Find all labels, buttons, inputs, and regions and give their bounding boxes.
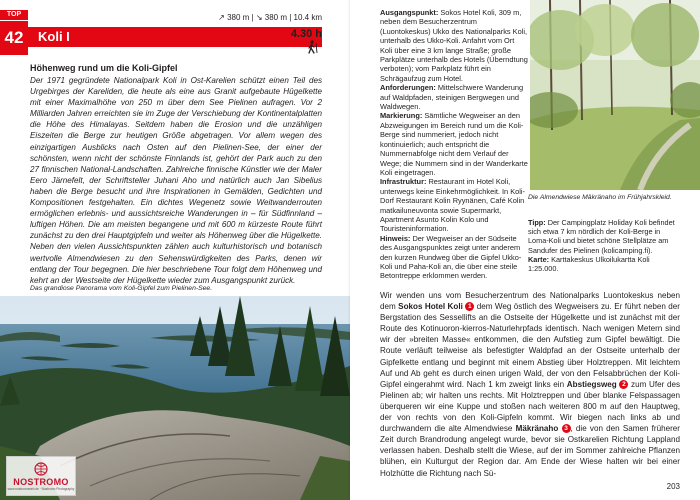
panorama-caption: Das grandiose Panorama vom Koli-Gipfel zum Pielinen-See.: [30, 285, 213, 292]
route-duration: 4.30 h: [290, 28, 322, 40]
waypoint-marker-1: 1: [465, 302, 474, 311]
waypoint-abstieg: Abstiegsweg: [566, 379, 617, 389]
info-note: Hinweis: Der Wegweiser an der Südseite des Ausgangspunktes zeigt unter anderem den kurzen Rundweg über die Gipfel Ukko-Koli und Paha-Koli an, die über eine steile Betontreppe erklommen werden.: [380, 233, 522, 281]
waypoint-meadow: Mäkränaho: [515, 424, 559, 434]
intro-text: Der 1971 gegründete Nationalpark Koli in Ost-Karelien schützt einen Teil des Urgebirges der Kareliden, die heute als eine aus Granit aufgebaute Hügelkette mit einer Maximalhöhe von 250 m über dem See Pielinen aufragen. Vor 2 Milliarden Jahren erreichten sie im Zuge der Verschiebung der Kontinentalplatten die Höhe des Himalayas. Seitdem haben die Erosion und die unzähligen Eiszeiten die Berge zur heutigen Größe abgetragen. Vor allem wegen des einzigartigen Ausblicks nach Osten auf den Pielinen-See, der einer der schönsten, wenn nicht der schönste Finnlands ist, gehört der Park auch zu den 27 finnischen National-Landschaften. Zahlreiche finnische Künstler wie der Maler Eero Järnefelt, der Schriftsteller Juhani Aho und natürlich auch Jan Sibelius haben die Berge besucht und ihre Inspirationen in Gemälden, Gedichten und Kompositionen festgehalten. Ein dichtes Wegenetz sowie Weitwanderrouten ermöglichen erlebnis- und aussichtsreiche Wanderungen in – für Südfinnland – luftigen Höhen. Die am meisten begangene und mit 600 m kürzeste Route führt zunächst zu den drei Hauptgipfeln und weiter als Höhenweg über die Hügelkette. Neben den vielen Aussichtspunkten zählen auch kulturhistorisch und botanisch wertvolle Almendwiesen zu den Sehenswürdigkeiten des Parks, denen wir entlang der Tour begegnen. Die hier beschriebene Tour folgt dem Höhenweg und kehrt an der Westseite der Hügelkette wieder zum Ausgangspunkt zurück.: [30, 76, 322, 285]
waypoint-hotel: Sokos Hotel Koli: [398, 302, 463, 312]
tip-box: [528, 218, 678, 273]
globe-icon: [31, 460, 51, 476]
waypoint-marker-3: 3: [562, 424, 571, 433]
map-text: Karte: Karttakeskus Ulkoilukartta Koli 1:25.000.: [528, 254, 650, 274]
publisher-logo: [6, 456, 76, 496]
meadow-caption: Die Almendwiese Mäkränaho im Frühjahrskleid.: [528, 194, 672, 201]
route-description: Wir wenden uns vom Besucherzentrum des Nationalparks Luontokeskus neben dem Sokos Hotel Koli 1 dem Weg östlich des Wegweisers zu. Er führt neben der Bergstation des Sessellifts an die Ostseite der Hügelkette und ist zunächst mit der Route des Kotinuoron-kierros-Naturlehrpfads identisch. Nach wenigen Metern sind wir der »breiten Masse« entkommen, die den Aufstieg zum Gipfel bewältigt. Die Route verläuft teilweise als befestigter Waldpfad an der Ostseite unterhalb der Gipfelkette entlang und beginnt mit einem Abstieg über Holztreppen. Mit leichtem Auf und Ab geht es durch einen urigen Wald, der von den Felsabbrüchen der Koli-Gipfel eingerahmt wird. Nach 1 km zweigt links ein Abstiegsweg 2 zum Ufer des Pielinen ab; wir halten uns rechts. Mit Holztreppen und über blanke Felspassagen überqueren wir eine Kuppe und stoßen nach weiteren 800 m auf den Hauptweg, der von rechts von den Koli-Gipfeln kommt. Wir biegen nach links ab und durchwandern die alte Almendwiese Mäkränaho 3 , die von den Samen früherer Zeit durch Brandrodung angelegt wurde, bevor sie Ostkarelien Richtung Lappland verlassen haben. Deshalb stellt die Wiese, auf der im Sommer zahlreiche Pflanzen blühen, ein Kulturgut der Region dar. Am Ende der Wiese halten wir bei einer Holzhütte die Richtung nach Sü-: [380, 291, 681, 478]
waypoint-marker-2: 2: [619, 380, 628, 389]
info-column: [380, 8, 528, 281]
info-infrastructure: Infrastruktur: Restaurant im Hotel Koli, unterwegs keine Einkehrmöglichkeit. In Koli-Dorf Restaurant Kolin Ryynänen, Café Kolin matkailuneuvonta sowie Supermarkt, Apartment Asunto Kolin Kolo und Touristeninformation.: [380, 177, 526, 234]
info-start: Ausgangspunkt: Sokos Hotel Koli, 309 m, neben dem Besucherzentrum (Luontokeskus) Ukko des Nationalparks Koli, unterhalb des Ukko-Koli. Anfahrt vom Ort Koli über eine 3 km lange Straße; große Parkplätze unterhalb des Hotels (Überndtung verboten); vom Parkplatz führt ein Schrägaufzug zum Hotel.: [380, 8, 528, 83]
route-title: Koli I: [38, 29, 70, 44]
page-number: 203: [666, 482, 680, 491]
logo-tagline: www.nostromoweb.de · Nostromo Photography: [7, 487, 75, 491]
hiker-icon: [306, 40, 320, 54]
top-tag: TOP: [0, 10, 28, 20]
logo-name: NOSTROMO: [13, 477, 69, 487]
info-requirements: Anforderungen: Mittelschwere Wanderung auf Waldpfaden, steinigen Bergwegen und Waldwegen.: [380, 83, 524, 112]
meadow-photo: [530, 0, 700, 190]
route-stats: ↗ 380 m | ↘ 380 m | 10.4 km: [218, 13, 322, 22]
route-subtitle: Höhenweg rund um die Koli-Gipfel: [30, 63, 178, 73]
info-markings: Markierung: Sämtliche Wegweiser an den Abzweigungen im Bereich rund um die Koli-Berge sind nummeriert, jedoch nicht kontinuierlich; auch entspricht die Nummernabfolge nicht dem Verlauf der Wege; die Nummern sind in der Wanderkarte Koli eingetragen.: [380, 111, 528, 177]
route-number: 42: [0, 21, 28, 55]
tip-text: Tipp: Der Campingplatz Holiday Koli befindet sich etwa 7 km nördlich der Koli-Berge in Loma-Koli und bietet schöne Stellplätze am Sandufer des Pielinen (kolicamping.fi).: [528, 218, 675, 255]
right-page: [350, 0, 700, 500]
